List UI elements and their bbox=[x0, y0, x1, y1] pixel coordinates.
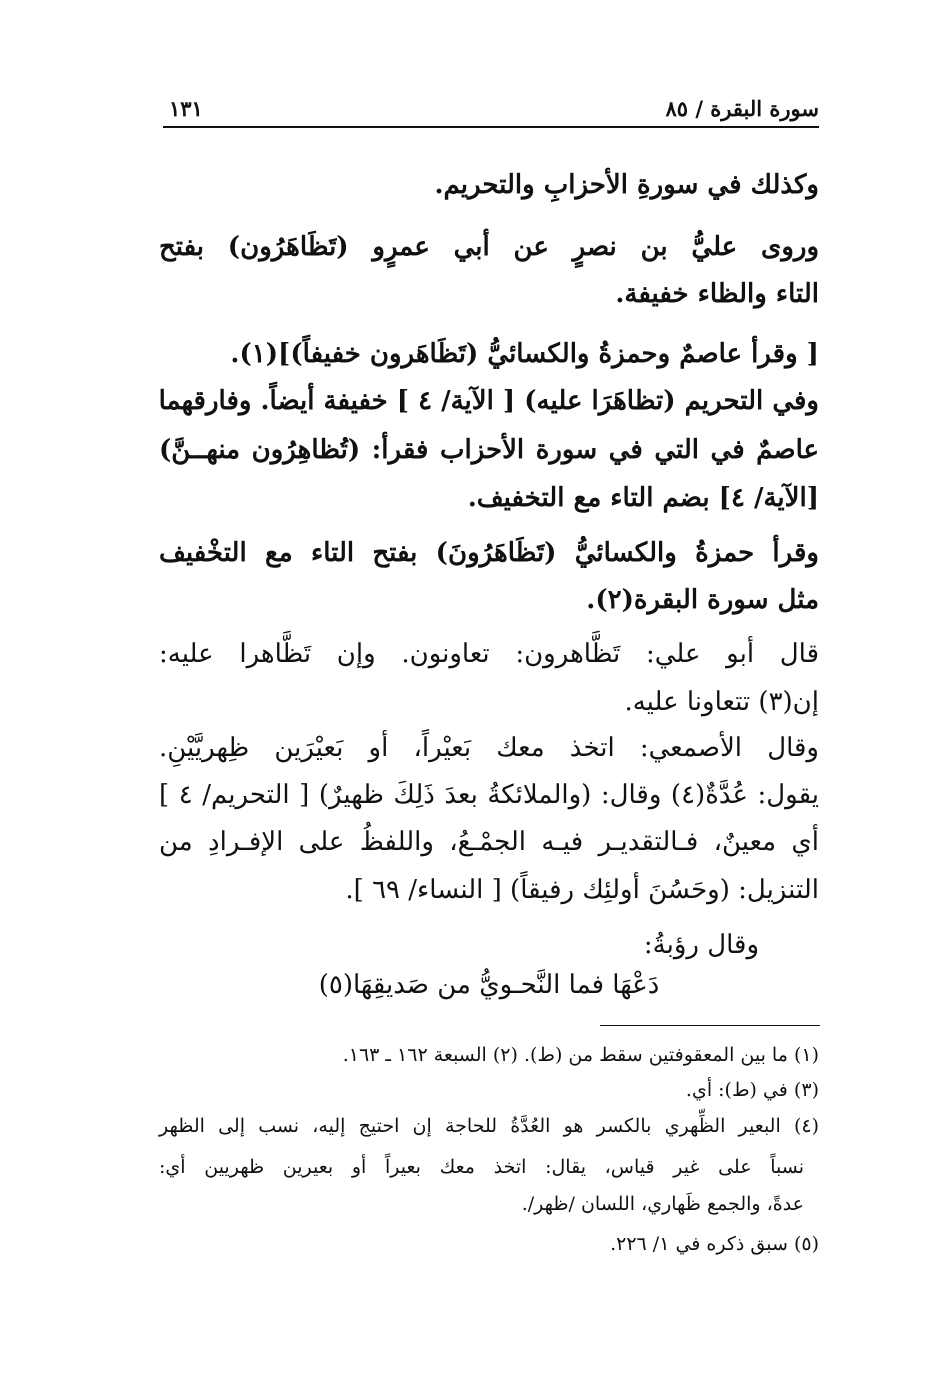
text-line: أي معينٌ، فـالتقديـر فيـه الجمْـعُ، واللفظُ على الإفـرادِ من bbox=[159, 827, 819, 857]
text-line: إن(٣) تتعاونا عليه. bbox=[624, 687, 819, 717]
footnote-line: (٣) في (ط): أي. bbox=[685, 1079, 819, 1101]
footnote-rule bbox=[600, 1025, 820, 1026]
page-header bbox=[163, 94, 819, 134]
text-line: التاء والظاء خفيفة. bbox=[615, 279, 819, 309]
footnote-line: عدةً، والجمع ظَهاري، اللسان /ظهر/. bbox=[521, 1193, 804, 1215]
text-line: التنزيل: (وحَسُنَ أولئِك رفيقاً) [ النساء/ ٦٩ ]. bbox=[345, 875, 819, 905]
page-number: ١٣١ bbox=[169, 96, 203, 121]
verse-line: دَعْهَا فما النَّحـويُّ من صَديقِهَا(٥) bbox=[318, 970, 660, 1000]
running-title: سورة البقرة / ٨٥ bbox=[665, 96, 819, 121]
footnote-line: (٤) البعير الظِّهري بالكسر هو العُدَّةُ للحاجة إن احتيج إليه، نسب إلى الظهر bbox=[159, 1115, 819, 1137]
text-line: [ وقرأ عاصمٌ وحمزةُ والكسائيُّ (تَظَاهَرون خفيفاً)](١). bbox=[230, 339, 819, 369]
text-line: وروى عليُّ بن نصرٍ عن أبي عمرٍو (تَظَاهَرُون) بفتح bbox=[159, 232, 819, 262]
text-line: وقرأ حمزةُ والكسائيُّ (تَظَاهَرُونَ) بفتح التاء مع التخْفيف bbox=[159, 538, 819, 568]
text-line: وفي التحريم (تظاهَرَا عليه) [ الآية/ ٤ ] خفيفة أيضاً. وفارقهما bbox=[158, 386, 819, 416]
header-rule bbox=[163, 126, 819, 128]
text-line: وقال رؤبةُ: bbox=[643, 930, 759, 960]
footnote-line: (١) ما بين المعقوفتين سقط من (ط). (٢) السبعة ١٦٢ ـ ١٦٣. bbox=[342, 1044, 819, 1066]
text-line: يقول: عُدَّةٌ(٤) وقال: (والملائكةُ بعدَ ذَلِكَ ظهيرٌ) [ التحريم/ ٤ ] bbox=[159, 780, 819, 810]
text-line: وقال الأصمعي: اتخذ معك بَعيْراً، أو بَعيْرَين ظِهريَّيْنِ. bbox=[159, 733, 819, 763]
text-line: قال أبو علي: تَظَّاهرون: تعاونون. وإن تَظَّاهرا عليه: bbox=[159, 639, 819, 669]
text-line: [الآية/ ٤] بضم التاء مع التخفيف. bbox=[467, 483, 819, 513]
text-line: عاصمٌ في التي في سورة الأحزاب فقرأ: (تُظاهِرُون منهــنَّ) bbox=[159, 435, 819, 465]
footnote-line: نسباً على غير قياس، يقال: اتخذ معك بعيراً أو بعيرين ظهريين أي: bbox=[159, 1156, 804, 1178]
text-line: وكذلك في سورةِ الأحزابِ والتحريم. bbox=[434, 170, 819, 200]
text-line: مثل سورة البقرة(٢). bbox=[586, 585, 819, 615]
footnote-line: (٥) سبق ذكره في ١/ ٢٢٦. bbox=[610, 1233, 819, 1255]
